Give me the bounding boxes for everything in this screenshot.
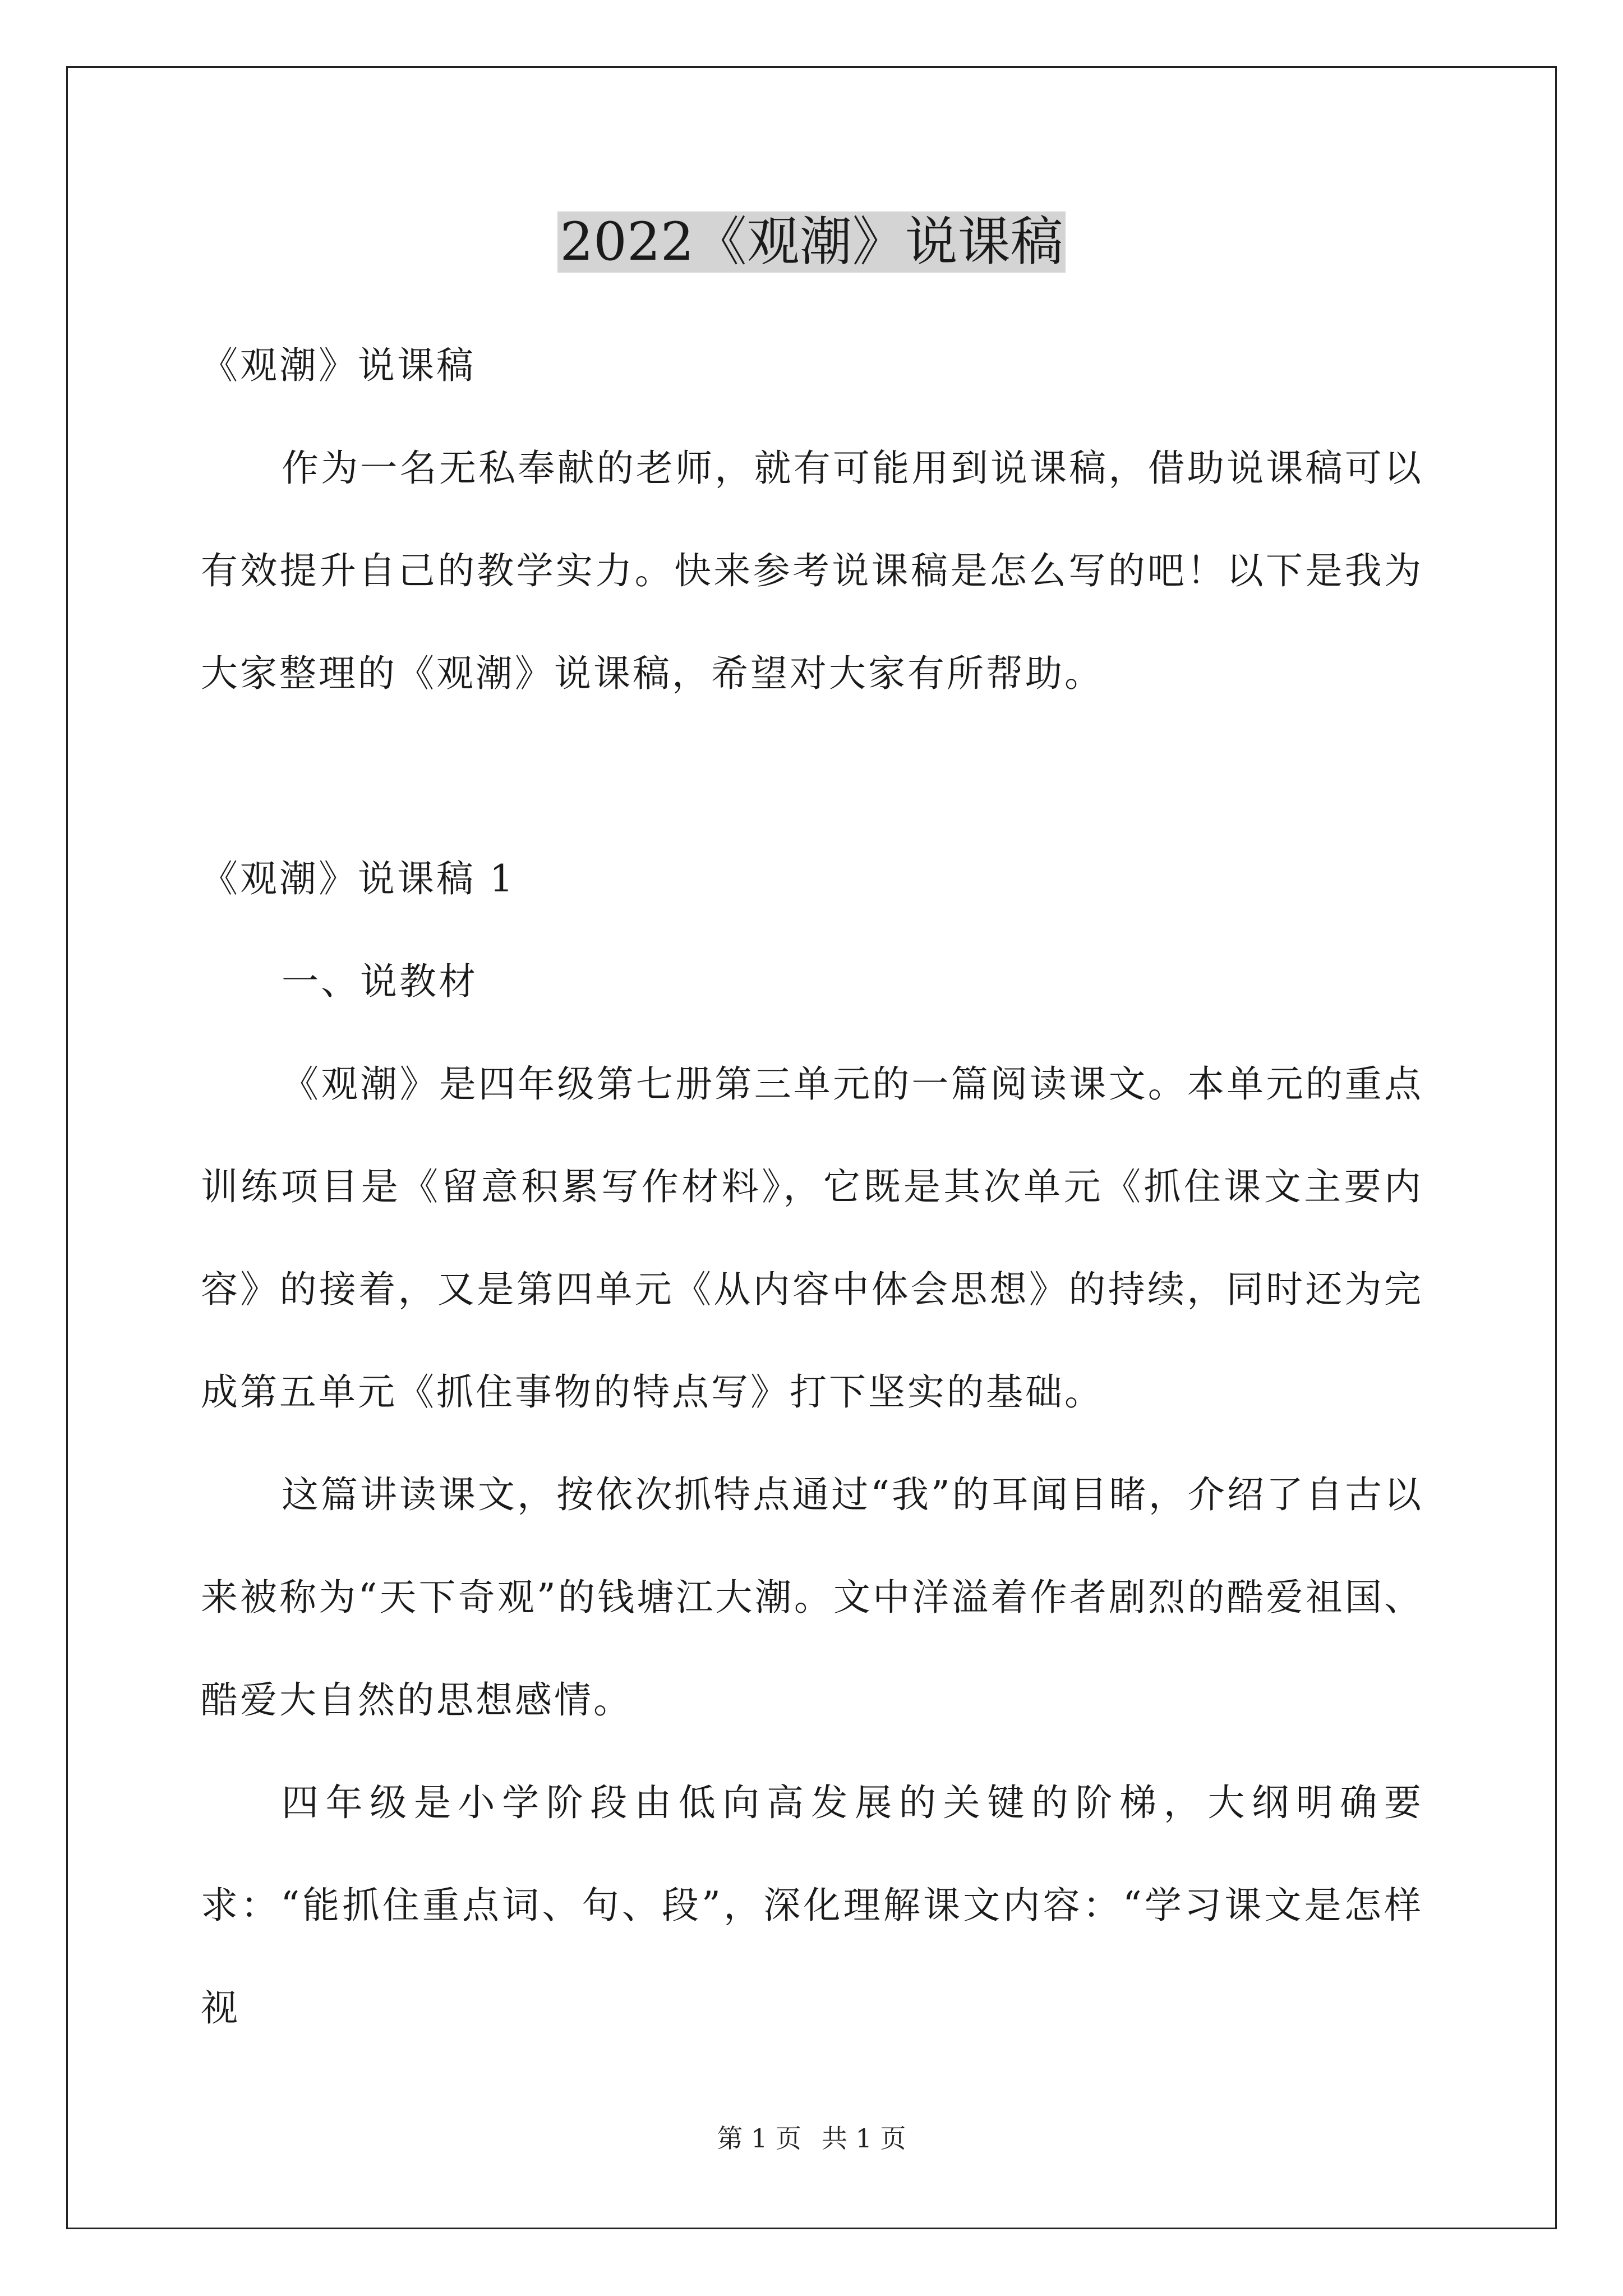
page-footer <box>0 2122 1623 2155</box>
document-body <box>201 314 1423 2059</box>
document-title <box>0 203 1623 282</box>
paragraph-gap <box>201 725 1423 827</box>
body-paragraph: 《观潮》是四年级第七册第三单元的一篇阅读课文。本单元的重点训练项目是《留意积累写作材料》，它既是其次单元《抓住课文主要内容》的接着，又是第四单元《从内容中体会思想》的持续，同时还为完成第五单元《抓住事物的特点写》打下坚实的基础。 <box>201 1062 1423 1414</box>
section-heading: 《观潮》说课稿 1 <box>201 857 515 900</box>
document-title-text: 2022《观潮》说课稿 <box>557 211 1065 273</box>
intro-paragraph: 作为一名无私奉献的老师，就有可能用到说课稿，借助说课稿可以有效提升自己的教学实力。快来参考说课稿是怎么写的吧！以下是我为大家整理的《观潮》说课稿，希望对大家有所帮助。 <box>201 447 1423 695</box>
subtitle-paragraph: 《观潮》说课稿 <box>201 344 476 387</box>
body-paragraph: 四年级是小学阶段由低向高发展的关键的阶梯，大纲明确要求：“能抓住重点词、句、段”，深化理解课文内容：“学习课文是怎样视 <box>201 1781 1423 2030</box>
body-paragraph: 这篇讲读课文，按依次抓特点通过“我”的耳闻目睹，介绍了自古以来被称为“天下奇观”的钱塘江大潮。文中洋溢着作者剧烈的酷爱祖国、酷爱大自然的思想感情。 <box>201 1473 1423 1722</box>
page-count: 共 1 页 <box>822 2123 906 2154</box>
page-number: 第 1 页 <box>717 2123 801 2154</box>
subsection-heading: 一、说教材 <box>282 960 478 1003</box>
